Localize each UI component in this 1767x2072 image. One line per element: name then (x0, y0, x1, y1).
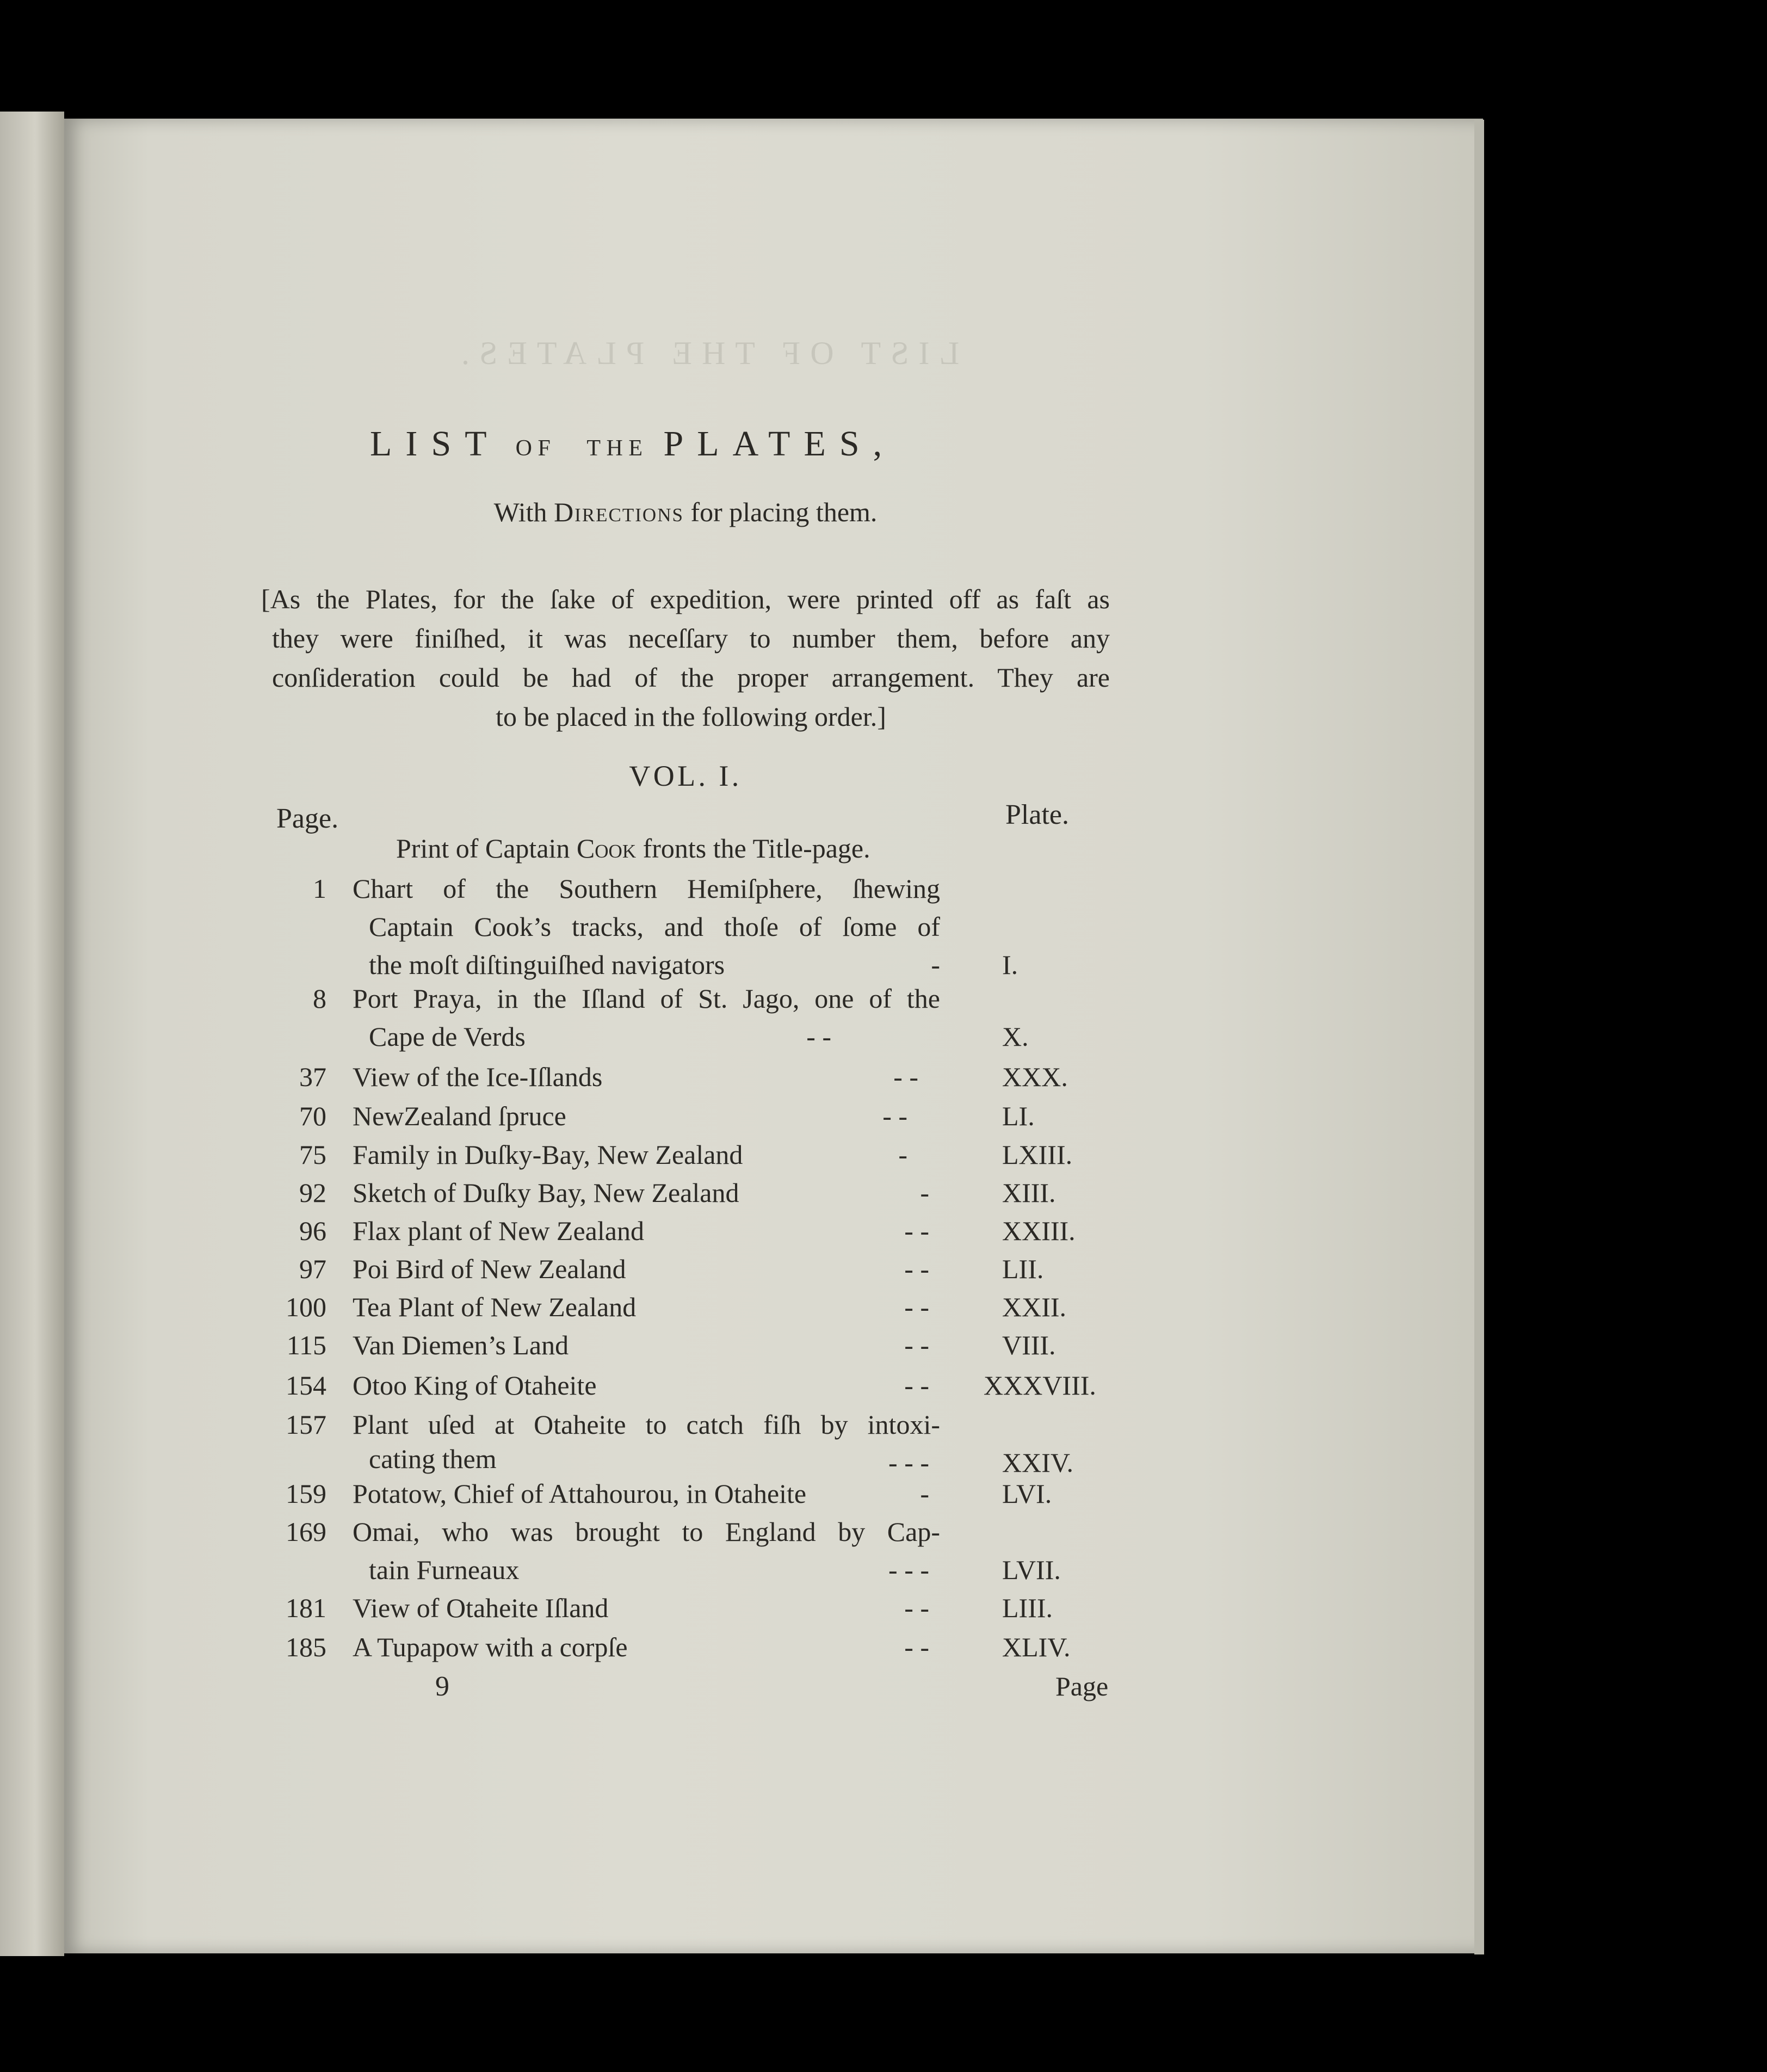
entry-dashes: - - (904, 1370, 929, 1401)
entry-page: 8 (313, 983, 326, 1014)
entry-description (353, 1628, 940, 1666)
frontispiece-note (396, 832, 940, 864)
left-page-edge (0, 112, 64, 1956)
entry-page: 100 (286, 1292, 326, 1322)
intro-line: to be placed in the following order.] (496, 701, 886, 732)
subtitle-directions: Directions (554, 497, 684, 527)
entry-plate: LI. (1002, 1101, 1035, 1131)
subtitle-with: With (493, 497, 547, 527)
page-fore-edge (1474, 120, 1484, 1954)
title-plates: PLATES, (663, 424, 896, 464)
entry-line: Poi Bird of New Zealand (353, 1254, 626, 1284)
entry-line: Omai, who was brought to England by Cap- (353, 1516, 940, 1547)
entry-dashes: - - (893, 1062, 918, 1092)
entry-page: 154 (286, 1370, 326, 1401)
entry-page: 181 (286, 1593, 326, 1623)
entry-line: Chart of the Southern Hemiſphere, ſhewing (353, 873, 940, 904)
signature-mark: 9 (435, 1671, 449, 1702)
entry-dashes: - - (904, 1632, 929, 1662)
entry-description (353, 1513, 940, 1589)
entry-description (353, 1250, 940, 1288)
entry-dashes: - - (904, 1216, 929, 1246)
frontispiece-name: Cook (576, 833, 637, 864)
entry-plate: XXIII. (1002, 1216, 1076, 1246)
catchword: Page (1055, 1671, 1109, 1701)
entry-dashes: - (920, 1478, 929, 1509)
plate-column-header: Plate. (1005, 799, 1069, 830)
entry-dashes: - (898, 1139, 907, 1170)
entry-plate: XXII. (1002, 1292, 1067, 1322)
entry-plate: LVI. (1002, 1478, 1052, 1509)
entry-plate: XIII. (1002, 1177, 1056, 1208)
entry-dashes: - - - (888, 1555, 929, 1585)
show-through-text: LIST OF THE PLATES. (452, 335, 960, 371)
entry-description (353, 869, 940, 984)
entry-dashes: - (931, 949, 940, 980)
entry-description (353, 1366, 940, 1404)
entry-dashes: - - (904, 1292, 929, 1322)
entry-plate: LIII. (1002, 1593, 1053, 1623)
entry-description (353, 1058, 940, 1096)
title-the: THE (586, 436, 648, 461)
entry-plate: XXIV. (1002, 1447, 1074, 1478)
entry-dashes: - - (904, 1330, 929, 1360)
entry-page: 1 (313, 873, 326, 904)
entry-page: 92 (299, 1177, 326, 1208)
entry-page: 169 (286, 1516, 326, 1547)
entry-description (353, 1326, 940, 1364)
entry-dashes: - - (904, 1593, 929, 1623)
entry-plate: LVII. (1002, 1555, 1061, 1585)
entry-description (353, 1288, 940, 1326)
entry-line: Flax plant of New Zealand (353, 1216, 644, 1246)
entry-line: Captain Cook’s tracks, and thoſe of ſome of (369, 911, 940, 942)
entry-page: 159 (286, 1478, 326, 1509)
entry-description (353, 1136, 940, 1174)
entry-description (353, 1174, 940, 1212)
entry-page: 96 (299, 1216, 326, 1246)
entry-line: View of the Ice-Iſlands (353, 1062, 603, 1092)
frontispiece-before: Print of Captain (396, 833, 570, 864)
entry-description (353, 1475, 940, 1513)
entry-plate: XLIV. (1002, 1632, 1071, 1662)
subtitle (0, 496, 1371, 528)
entry-line: Tea Plant of New Zealand (353, 1292, 637, 1322)
entry-plate: XXX. (1002, 1062, 1068, 1092)
entry-description (353, 1212, 940, 1250)
frontispiece-after: fronts the Title-page. (642, 833, 870, 864)
subtitle-rest: for placing them. (690, 497, 878, 527)
entry-line: cating them (369, 1444, 497, 1474)
entry-line: Port Praya, in the Iſland of St. Jago, one of the (353, 983, 940, 1014)
entry-dashes: - (920, 1177, 929, 1208)
entry-dashes: - - (806, 1021, 831, 1052)
intro-line: they were finiſhed, it was neceſſary to number them, before any (272, 623, 1110, 653)
entry-plate: I. (1002, 949, 1018, 980)
entry-page: 70 (299, 1101, 326, 1131)
entry-page: 157 (286, 1409, 326, 1440)
entry-dashes: - - (904, 1254, 929, 1284)
entry-line: the moſt diſtinguiſhed navigators (369, 949, 725, 980)
entry-plate: VIII. (1002, 1330, 1056, 1360)
entry-description (353, 979, 940, 1056)
entry-line: tain Furneaux (369, 1555, 520, 1585)
entry-line: A Tupapow with a corpſe (353, 1632, 628, 1662)
entry-dashes: - - - (888, 1447, 929, 1478)
entry-line: Plant uſed at Otaheite to catch fiſh by intoxi- (353, 1409, 940, 1440)
entry-page: 115 (286, 1330, 326, 1360)
entry-line: Otoo King of Otaheite (353, 1370, 597, 1401)
entry-page: 37 (299, 1062, 326, 1092)
intro-note (261, 579, 1110, 736)
intro-line: [As the Plates, for the ſake of expedition, were printed off as faſt as (261, 584, 1110, 614)
page-title (370, 423, 1023, 465)
entry-line: Family in Duſky-Bay, New Zealand (353, 1139, 743, 1170)
entry-line: Van Diemen’s Land (353, 1330, 569, 1360)
entry-line: Cape de Verds (369, 1021, 526, 1052)
intro-line: conſideration could be had of the proper arrangement. They are (272, 662, 1110, 693)
entry-description (353, 1589, 940, 1627)
title-list: LIST (370, 424, 501, 464)
title-of: OF (515, 436, 557, 461)
page-column-header: Page. (276, 803, 339, 834)
entry-page: 185 (286, 1632, 326, 1662)
entry-dashes: - - (882, 1101, 907, 1131)
entry-plate: LII. (1002, 1254, 1044, 1284)
volume-heading: VOL. I. (629, 760, 742, 792)
entry-plate: X. (1002, 1021, 1029, 1052)
entry-line: View of Otaheite Iſland (353, 1593, 609, 1623)
entry-page: 75 (299, 1139, 326, 1170)
entry-plate: XXXVIII. (984, 1370, 1096, 1401)
entry-plate: LXIII. (1002, 1139, 1073, 1170)
entry-description (353, 1097, 940, 1135)
entry-line: Sketch of Duſky Bay, New Zealand (353, 1177, 739, 1208)
entry-description (353, 1405, 940, 1478)
entry-line: Potatow, Chief of Attahourou, in Otaheite (353, 1478, 807, 1509)
entry-line: NewZealand ſpruce (353, 1101, 566, 1131)
entry-page: 97 (299, 1254, 326, 1284)
